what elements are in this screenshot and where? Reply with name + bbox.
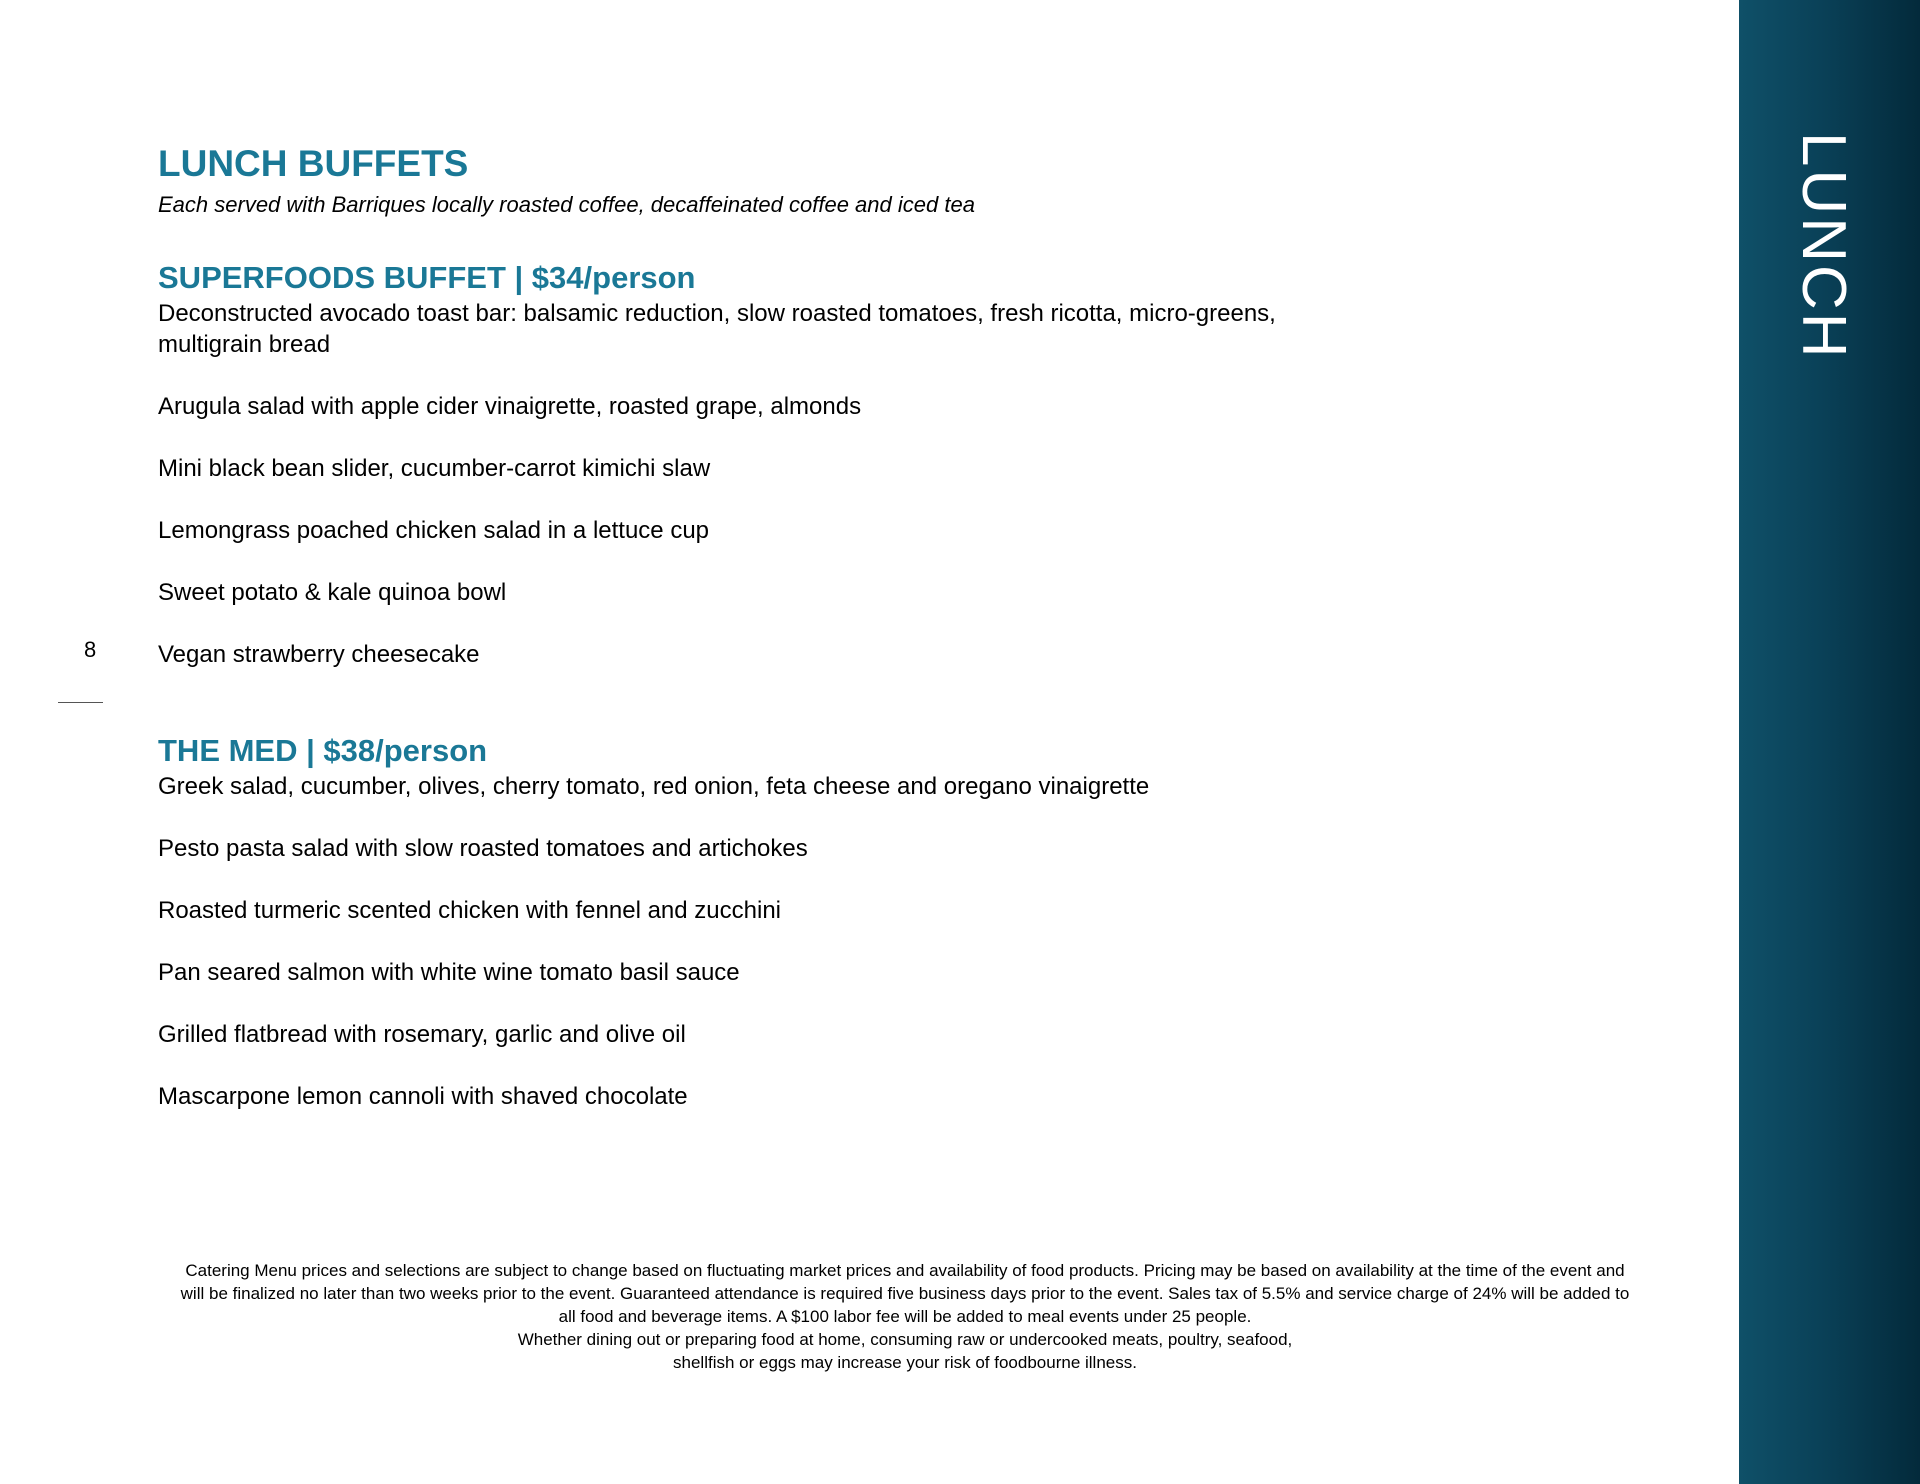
menu-item: Mascarpone lemon cannoli with shaved chocolate	[158, 1083, 688, 1110]
the-med-section	[158, 731, 1678, 1143]
section-title: THE MED | $38/person	[158, 733, 488, 768]
footer-line: shellfish or eggs may increase your risk of foodbourne illness.	[673, 1353, 1137, 1372]
menu-item: Mini black bean slider, cucumber-carrot kimichi slaw	[158, 455, 711, 482]
menu-item: Grilled flatbread with rosemary, garlic and olive oil	[158, 1021, 686, 1048]
page-number-divider	[58, 702, 103, 703]
footer-disclaimer	[180, 1259, 1630, 1374]
menu-item: Pesto pasta salad with slow roasted tomatoes and artichokes	[158, 835, 808, 862]
footer-line: Catering Menu prices and selections are subject to change based on fluctuating market prices and availability of food products. Pricing may be based on availability at the time of the event and will be finalized no later than two weeks prior to the event. Guaranteed attendance is required five business days prior to the event. Sales tax of 5.5% and service charge of 24% will be added to all food and beverage items. A $100 labor fee will be added to meal events under 25 people.	[180, 1261, 1630, 1326]
menu-item: Vegan strawberry cheesecake	[158, 641, 480, 668]
menu-item: Pan seared salmon with white wine tomato basil sauce	[158, 959, 740, 986]
footer-line: Whether dining out or preparing food at home, consuming raw or undercooked meats, poultry, seafood,	[517, 1330, 1293, 1349]
superfoods-buffet-section	[158, 258, 1678, 701]
menu-item: Deconstructed avocado toast bar: balsamic reduction, slow roasted tomatoes, fresh ricotta, micro-greens, multigrain bread	[158, 300, 1276, 358]
page-number: 8	[84, 637, 97, 662]
side-tab-label: LUNCH	[1789, 132, 1858, 361]
menu-item: Roasted turmeric scented chicken with fennel and zucchini	[158, 897, 781, 924]
menu-item: Sweet potato & kale quinoa bowl	[158, 579, 507, 606]
page-title: LUNCH BUFFETS	[158, 143, 469, 184]
menu-item: Arugula salad with apple cider vinaigrette, roasted grape, almonds	[158, 393, 862, 420]
menu-item: Greek salad, cucumber, olives, cherry tomato, red onion, feta cheese and oregano vinaigrette	[158, 773, 1150, 800]
section-title: SUPERFOODS BUFFET | $34/person	[158, 260, 696, 295]
menu-content	[158, 140, 1678, 1110]
menu-item: Lemongrass poached chicken salad in a lettuce cup	[158, 517, 710, 544]
page-subtitle: Each served with Barriques locally roasted coffee, decaffeinated coffee and iced tea	[158, 192, 975, 217]
